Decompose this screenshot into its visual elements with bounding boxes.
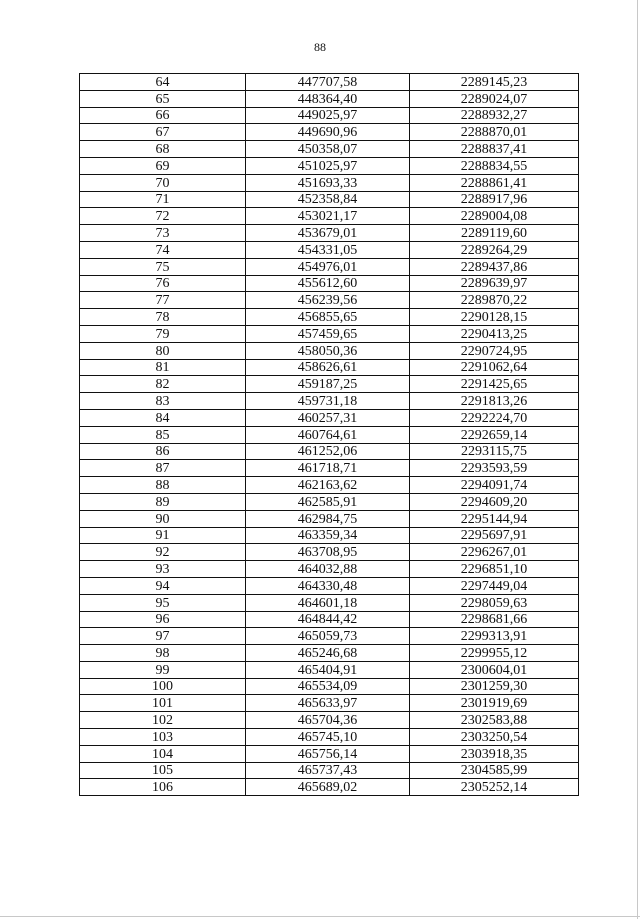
y-coordinate-cell: 2288932,27: [410, 107, 579, 124]
point-number-cell: 74: [80, 241, 246, 258]
y-coordinate-cell: 2288834,55: [410, 157, 579, 174]
x-coordinate-cell: 462585,91: [246, 493, 410, 510]
table-row: [80, 443, 579, 460]
y-coordinate-cell: 2289639,97: [410, 275, 579, 292]
y-coordinate-cell: 2303250,54: [410, 729, 579, 746]
x-coordinate-cell: 449025,97: [246, 107, 410, 124]
point-number-cell: 67: [80, 124, 246, 141]
x-coordinate-cell: 459187,25: [246, 376, 410, 393]
point-number-cell: 104: [80, 745, 246, 762]
y-coordinate-cell: 2300604,01: [410, 661, 579, 678]
table-row: [80, 157, 579, 174]
point-number-cell: 87: [80, 460, 246, 477]
y-coordinate-cell: 2291425,65: [410, 376, 579, 393]
point-number-cell: 95: [80, 594, 246, 611]
table-row: [80, 342, 579, 359]
point-number-cell: 64: [80, 74, 246, 91]
point-number-cell: 65: [80, 90, 246, 107]
point-number-cell: 89: [80, 493, 246, 510]
x-coordinate-cell: 462984,75: [246, 510, 410, 527]
table-row: [80, 325, 579, 342]
x-coordinate-cell: 458050,36: [246, 342, 410, 359]
x-coordinate-cell: 453021,17: [246, 208, 410, 225]
table-row: [80, 191, 579, 208]
table-row: [80, 225, 579, 242]
table-row: [80, 779, 579, 796]
x-coordinate-cell: 465745,10: [246, 729, 410, 746]
x-coordinate-cell: 449690,96: [246, 124, 410, 141]
point-number-cell: 79: [80, 325, 246, 342]
point-number-cell: 80: [80, 342, 246, 359]
y-coordinate-cell: 2296267,01: [410, 544, 579, 561]
table-row: [80, 544, 579, 561]
y-coordinate-cell: 2288837,41: [410, 141, 579, 158]
table-row: [80, 493, 579, 510]
table-row: [80, 141, 579, 158]
scan-edge-right: [637, 0, 638, 919]
x-coordinate-cell: 453679,01: [246, 225, 410, 242]
point-number-cell: 77: [80, 292, 246, 309]
y-coordinate-cell: 2293115,75: [410, 443, 579, 460]
y-coordinate-cell: 2292659,14: [410, 426, 579, 443]
x-coordinate-cell: 464601,18: [246, 594, 410, 611]
point-number-cell: 68: [80, 141, 246, 158]
y-coordinate-cell: 2289870,22: [410, 292, 579, 309]
point-number-cell: 98: [80, 645, 246, 662]
y-coordinate-cell: 2290128,15: [410, 309, 579, 326]
y-coordinate-cell: 2298059,63: [410, 594, 579, 611]
coordinates-table: [79, 73, 579, 796]
table-row: [80, 90, 579, 107]
y-coordinate-cell: 2297449,04: [410, 577, 579, 594]
y-coordinate-cell: 2291813,26: [410, 393, 579, 410]
point-number-cell: 90: [80, 510, 246, 527]
x-coordinate-cell: 459731,18: [246, 393, 410, 410]
table-row: [80, 712, 579, 729]
x-coordinate-cell: 465737,43: [246, 762, 410, 779]
point-number-cell: 92: [80, 544, 246, 561]
x-coordinate-cell: 458626,61: [246, 359, 410, 376]
point-number-cell: 86: [80, 443, 246, 460]
point-number-cell: 81: [80, 359, 246, 376]
y-coordinate-cell: 2288861,41: [410, 174, 579, 191]
table-row: [80, 729, 579, 746]
y-coordinate-cell: 2301259,30: [410, 678, 579, 695]
y-coordinate-cell: 2301919,69: [410, 695, 579, 712]
x-coordinate-cell: 464032,88: [246, 561, 410, 578]
point-number-cell: 99: [80, 661, 246, 678]
x-coordinate-cell: 460257,31: [246, 409, 410, 426]
x-coordinate-cell: 448364,40: [246, 90, 410, 107]
table-row: [80, 628, 579, 645]
x-coordinate-cell: 456239,56: [246, 292, 410, 309]
y-coordinate-cell: 2299313,91: [410, 628, 579, 645]
table-row: [80, 208, 579, 225]
point-number-cell: 91: [80, 527, 246, 544]
table-row: [80, 174, 579, 191]
x-coordinate-cell: 465059,73: [246, 628, 410, 645]
y-coordinate-cell: 2296851,10: [410, 561, 579, 578]
y-coordinate-cell: 2289119,60: [410, 225, 579, 242]
y-coordinate-cell: 2289437,86: [410, 258, 579, 275]
y-coordinate-cell: 2292224,70: [410, 409, 579, 426]
x-coordinate-cell: 447707,58: [246, 74, 410, 91]
table-row: [80, 292, 579, 309]
y-coordinate-cell: 2288917,96: [410, 191, 579, 208]
table-row: [80, 510, 579, 527]
point-number-cell: 96: [80, 611, 246, 628]
x-coordinate-cell: 465689,02: [246, 779, 410, 796]
point-number-cell: 88: [80, 477, 246, 494]
point-number-cell: 70: [80, 174, 246, 191]
point-number-cell: 78: [80, 309, 246, 326]
y-coordinate-cell: 2305252,14: [410, 779, 579, 796]
y-coordinate-cell: 2303918,35: [410, 745, 579, 762]
x-coordinate-cell: 465404,91: [246, 661, 410, 678]
table-row: [80, 661, 579, 678]
table-row: [80, 611, 579, 628]
x-coordinate-cell: 457459,65: [246, 325, 410, 342]
x-coordinate-cell: 465246,68: [246, 645, 410, 662]
x-coordinate-cell: 452358,84: [246, 191, 410, 208]
point-number-cell: 93: [80, 561, 246, 578]
point-number-cell: 101: [80, 695, 246, 712]
x-coordinate-cell: 465534,09: [246, 678, 410, 695]
table-row: [80, 695, 579, 712]
coordinates-table-body: [80, 74, 579, 796]
x-coordinate-cell: 451025,97: [246, 157, 410, 174]
table-row: [80, 393, 579, 410]
y-coordinate-cell: 2294091,74: [410, 477, 579, 494]
table-row: [80, 74, 579, 91]
table-row: [80, 124, 579, 141]
point-number-cell: 106: [80, 779, 246, 796]
table-row: [80, 561, 579, 578]
y-coordinate-cell: 2294609,20: [410, 493, 579, 510]
y-coordinate-cell: 2290413,25: [410, 325, 579, 342]
point-number-cell: 82: [80, 376, 246, 393]
point-number-cell: 84: [80, 409, 246, 426]
y-coordinate-cell: 2289264,29: [410, 241, 579, 258]
y-coordinate-cell: 2289024,07: [410, 90, 579, 107]
x-coordinate-cell: 463708,95: [246, 544, 410, 561]
point-number-cell: 105: [80, 762, 246, 779]
table-row: [80, 594, 579, 611]
table-row: [80, 309, 579, 326]
y-coordinate-cell: 2298681,66: [410, 611, 579, 628]
x-coordinate-cell: 461252,06: [246, 443, 410, 460]
table-row: [80, 645, 579, 662]
point-number-cell: 100: [80, 678, 246, 695]
x-coordinate-cell: 455612,60: [246, 275, 410, 292]
table-row: [80, 376, 579, 393]
table-row: [80, 275, 579, 292]
table-row: [80, 359, 579, 376]
table-row: [80, 762, 579, 779]
x-coordinate-cell: 465633,97: [246, 695, 410, 712]
scan-edge-bottom: [0, 916, 640, 917]
y-coordinate-cell: 2295144,94: [410, 510, 579, 527]
y-coordinate-cell: 2293593,59: [410, 460, 579, 477]
x-coordinate-cell: 464844,42: [246, 611, 410, 628]
x-coordinate-cell: 460764,61: [246, 426, 410, 443]
y-coordinate-cell: 2288870,01: [410, 124, 579, 141]
x-coordinate-cell: 454976,01: [246, 258, 410, 275]
table-row: [80, 409, 579, 426]
table-row: [80, 577, 579, 594]
y-coordinate-cell: 2291062,64: [410, 359, 579, 376]
point-number-cell: 75: [80, 258, 246, 275]
x-coordinate-cell: 462163,62: [246, 477, 410, 494]
y-coordinate-cell: 2290724,95: [410, 342, 579, 359]
point-number-cell: 71: [80, 191, 246, 208]
table-row: [80, 258, 579, 275]
table-row: [80, 426, 579, 443]
x-coordinate-cell: 461718,71: [246, 460, 410, 477]
y-coordinate-cell: 2289145,23: [410, 74, 579, 91]
point-number-cell: 66: [80, 107, 246, 124]
page-number: 88: [314, 40, 326, 54]
y-coordinate-cell: 2302583,88: [410, 712, 579, 729]
point-number-cell: 102: [80, 712, 246, 729]
x-coordinate-cell: 463359,34: [246, 527, 410, 544]
y-coordinate-cell: 2289004,08: [410, 208, 579, 225]
table-row: [80, 241, 579, 258]
point-number-cell: 76: [80, 275, 246, 292]
y-coordinate-cell: 2299955,12: [410, 645, 579, 662]
point-number-cell: 72: [80, 208, 246, 225]
point-number-cell: 69: [80, 157, 246, 174]
point-number-cell: 85: [80, 426, 246, 443]
table-row: [80, 745, 579, 762]
x-coordinate-cell: 464330,48: [246, 577, 410, 594]
y-coordinate-cell: 2295697,91: [410, 527, 579, 544]
point-number-cell: 97: [80, 628, 246, 645]
table-row: [80, 107, 579, 124]
y-coordinate-cell: 2304585,99: [410, 762, 579, 779]
x-coordinate-cell: 465704,36: [246, 712, 410, 729]
table-row: [80, 460, 579, 477]
point-number-cell: 103: [80, 729, 246, 746]
point-number-cell: 83: [80, 393, 246, 410]
point-number-cell: 94: [80, 577, 246, 594]
table-row: [80, 678, 579, 695]
x-coordinate-cell: 465756,14: [246, 745, 410, 762]
table-row: [80, 477, 579, 494]
point-number-cell: 73: [80, 225, 246, 242]
x-coordinate-cell: 451693,33: [246, 174, 410, 191]
x-coordinate-cell: 456855,65: [246, 309, 410, 326]
table-row: [80, 527, 579, 544]
x-coordinate-cell: 450358,07: [246, 141, 410, 158]
x-coordinate-cell: 454331,05: [246, 241, 410, 258]
